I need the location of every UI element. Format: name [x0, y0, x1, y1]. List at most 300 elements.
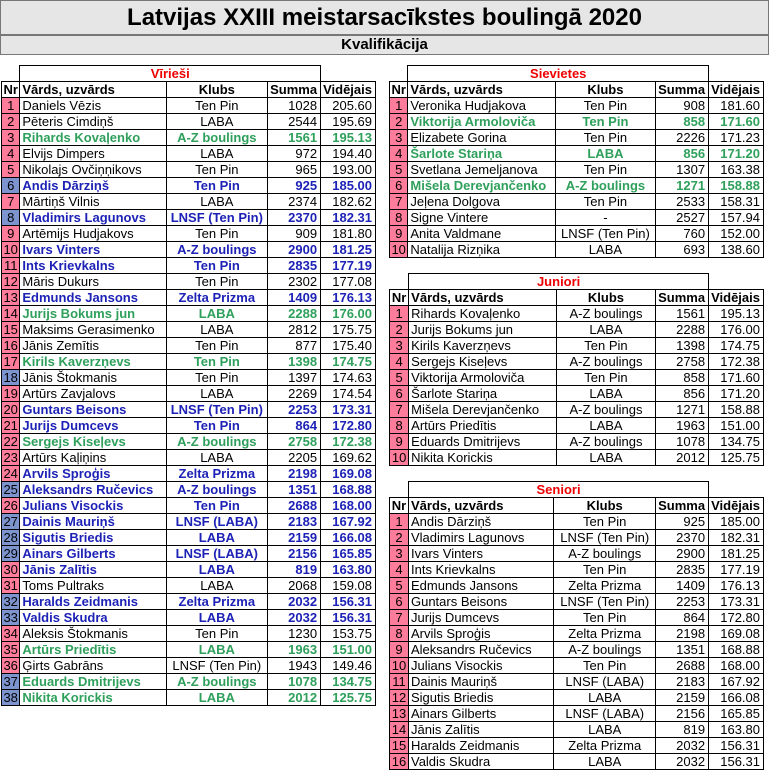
rank-cell: 11 [2, 258, 20, 274]
table-row [2, 434, 376, 450]
rank-cell: 1 [390, 514, 409, 530]
player-name-cell: Sigutis Briedis [408, 690, 553, 706]
player-name-cell: Veronika Hudjakova [408, 98, 555, 114]
rank-cell: 9 [390, 642, 409, 658]
sum-cell: 2544 [268, 114, 321, 130]
club-cell: LABA [555, 146, 655, 162]
rank-cell: 2 [2, 114, 20, 130]
table-row [2, 306, 376, 322]
sum-cell: 2253 [656, 594, 709, 610]
table-row [390, 114, 764, 130]
average-cell: 176.13 [321, 290, 376, 306]
player-name-cell: Jeļena Dolgova [408, 194, 555, 210]
player-name-cell: Ints Krievkalns [20, 258, 166, 274]
sum-cell: 1398 [268, 354, 321, 370]
club-cell: LNSF (Ten Pin) [166, 658, 268, 674]
table-row [2, 642, 376, 658]
player-name-cell: Elizabete Gorina [408, 130, 555, 146]
rank-cell: 10 [390, 450, 409, 466]
player-name-cell: Signe Vintere [408, 210, 555, 226]
average-cell: 195.13 [321, 130, 376, 146]
table-row [390, 658, 764, 674]
sum-cell: 2032 [268, 594, 321, 610]
club-cell: Ten Pin [166, 498, 268, 514]
rank-cell: 6 [390, 178, 408, 194]
average-cell: 153.75 [321, 626, 376, 642]
club-cell: LABA [166, 146, 268, 162]
sum-cell: 2835 [268, 258, 321, 274]
average-cell: 125.75 [321, 690, 376, 706]
sum-cell: 2226 [656, 130, 709, 146]
sum-cell: 2253 [268, 402, 321, 418]
average-cell: 181.25 [709, 546, 764, 562]
average-cell: 158.88 [709, 402, 764, 418]
player-name-cell: Nikolajs Ovčiņņikovs [20, 162, 166, 178]
player-name-cell: Artūrs Priedītis [20, 642, 166, 658]
average-cell: 165.85 [709, 706, 764, 722]
rank-cell: 9 [2, 226, 20, 242]
header-club: Klubs [554, 498, 656, 514]
club-cell: A-Z boulings [554, 642, 656, 658]
average-cell: 163.80 [321, 562, 376, 578]
player-name-cell: Aleksis Štokmanis [20, 626, 166, 642]
header-nr: Nr [390, 290, 409, 306]
average-cell: 185.00 [709, 514, 764, 530]
average-cell: 169.62 [321, 450, 376, 466]
club-cell: Ten Pin [555, 98, 655, 114]
player-name-cell: Julians Visockis [20, 498, 166, 514]
sum-cell: 1398 [656, 338, 709, 354]
player-name-cell: Šarlote Stariņa [408, 146, 555, 162]
sum-cell: 972 [268, 146, 321, 162]
player-name-cell: Eduards Dmitrijevs [409, 434, 557, 450]
sum-cell: 2183 [268, 514, 321, 530]
section-spacer [390, 482, 409, 498]
sum-cell: 2370 [656, 530, 709, 546]
table-row [2, 402, 376, 418]
club-cell: Ten Pin [555, 114, 655, 130]
rank-cell: 4 [2, 146, 20, 162]
table-row [390, 146, 764, 162]
club-cell: LABA [166, 194, 268, 210]
average-cell: 125.75 [709, 450, 764, 466]
header-name: Vārds, uzvārds [409, 290, 557, 306]
rank-cell: 20 [3, 402, 18, 417]
table-row [390, 162, 764, 178]
sum-cell: 1963 [268, 642, 321, 658]
rank-cell: 3 [390, 130, 408, 146]
player-name-cell: Artūrs Kaļiņins [20, 450, 166, 466]
player-name-cell: Haralds Zeidmanis [20, 594, 166, 610]
club-cell: A-Z boulings [556, 434, 655, 450]
table-row [2, 178, 376, 194]
average-cell: 151.00 [321, 642, 376, 658]
club-cell: A-Z boulings [166, 434, 268, 450]
average-cell: 158.31 [709, 194, 764, 210]
player-name-cell: Valdis Skudra [20, 610, 166, 626]
club-cell: LABA [554, 690, 656, 706]
average-cell: 169.08 [321, 466, 376, 482]
player-name-cell: Guntars Beisons [408, 594, 553, 610]
player-name-cell: Julians Visockis [408, 658, 553, 674]
rank-cell: 25 [3, 482, 18, 497]
club-cell: Zelta Prizma [166, 290, 268, 306]
header-nr: Nr [390, 498, 409, 514]
header-row [390, 498, 764, 514]
club-cell: A-Z boulings [166, 242, 268, 258]
rank-cell: 4 [390, 146, 408, 162]
average-cell: 176.13 [709, 578, 764, 594]
sum-cell: 864 [656, 610, 709, 626]
club-cell: A-Z boulings [556, 306, 655, 322]
club-cell: LABA [166, 578, 268, 594]
sum-cell: 2183 [656, 674, 709, 690]
player-name-cell: Ivars Vinters [20, 242, 166, 258]
section-spacer [2, 66, 20, 82]
table-row [390, 754, 764, 770]
rank-cell: 1 [390, 306, 409, 322]
header-row [2, 82, 376, 98]
club-cell: Zelta Prizma [166, 466, 268, 482]
average-cell: 134.75 [709, 434, 764, 450]
table-row [2, 418, 376, 434]
sum-cell: 1271 [656, 178, 709, 194]
average-cell: 167.92 [709, 674, 764, 690]
rank-cell: 14 [390, 722, 409, 738]
club-cell: Ten Pin [166, 370, 268, 386]
sum-cell: 1078 [268, 674, 321, 690]
average-cell: 175.40 [321, 338, 376, 354]
header-avg: Vidējais [321, 82, 376, 98]
player-name-cell: Jānis Zemītis [20, 338, 166, 354]
section-spacer [321, 66, 376, 82]
average-cell: 193.00 [321, 162, 376, 178]
rank-cell: 37 [3, 674, 18, 689]
player-name-cell: Ivars Vinters [408, 546, 553, 562]
average-cell: 194.40 [321, 146, 376, 162]
table-row [390, 386, 764, 402]
club-cell: LABA [166, 114, 268, 130]
sum-cell: 2288 [268, 306, 321, 322]
section-spacer [709, 274, 764, 290]
rank-cell: 3 [2, 130, 20, 146]
average-cell: 177.08 [321, 274, 376, 290]
rank-cell: 15 [390, 738, 409, 754]
header-avg: Vidējais [709, 498, 764, 514]
club-cell: Ten Pin [554, 658, 656, 674]
table-row [390, 514, 764, 530]
sum-cell: 2032 [268, 610, 321, 626]
club-cell: Zelta Prizma [166, 594, 268, 610]
player-name-cell: Mišela Derevjančenko [409, 402, 557, 418]
average-cell: 174.75 [321, 354, 376, 370]
header-club: Klubs [556, 290, 655, 306]
sum-cell: 1397 [268, 370, 321, 386]
sum-cell: 2198 [268, 466, 321, 482]
rank-cell: 35 [3, 642, 18, 657]
club-cell: LABA [556, 418, 655, 434]
section-spacer [709, 66, 764, 82]
table-row [2, 370, 376, 386]
club-cell: LNSF (LABA) [554, 674, 656, 690]
player-name-cell: Andis Dārziņš [20, 178, 166, 194]
club-cell: LABA [166, 306, 268, 322]
sum-cell: 856 [656, 146, 709, 162]
player-name-cell: Svetlana Jemeljanova [408, 162, 555, 178]
rank-cell: 6 [2, 178, 20, 194]
header-row [390, 290, 764, 306]
rank-cell: 31 [3, 578, 18, 593]
rank-cell: 5 [2, 162, 20, 178]
average-cell: 163.38 [709, 162, 764, 178]
header-nr: Nr [3, 82, 18, 97]
player-name-cell: Pēteris Cimdiņš [20, 114, 166, 130]
player-name-cell: Haralds Zeidmanis [408, 738, 553, 754]
rank-cell: 13 [390, 706, 409, 722]
rank-cell: 2 [390, 114, 408, 130]
rank-cell: 34 [3, 626, 18, 641]
table-row [2, 114, 376, 130]
average-cell: 171.23 [709, 130, 764, 146]
average-cell: 166.08 [709, 690, 764, 706]
table-row [390, 194, 764, 210]
table-row [2, 674, 376, 690]
average-cell: 171.60 [709, 114, 764, 130]
sum-cell: 1351 [656, 642, 709, 658]
average-cell: 134.75 [321, 674, 376, 690]
club-cell: - [555, 210, 655, 226]
player-name-cell: Elvijs Dimpers [20, 146, 166, 162]
club-cell: LABA [166, 642, 268, 658]
player-name-cell: Edmunds Jansons [20, 290, 166, 306]
player-name-cell: Ainars Gilberts [408, 706, 553, 722]
sum-cell: 858 [656, 114, 709, 130]
average-cell: 172.38 [321, 434, 376, 450]
club-cell: Ten Pin [166, 178, 268, 194]
header-sum: Summa [656, 290, 709, 306]
club-cell: Ten Pin [556, 338, 655, 354]
header-name: Vārds, uzvārds [408, 82, 555, 98]
player-name-cell: Jānis Zalītis [20, 562, 166, 578]
sum-cell: 877 [268, 338, 321, 354]
club-cell: LABA [554, 754, 656, 770]
player-name-cell: Dainis Mauriņš [408, 674, 553, 690]
table-row [2, 354, 376, 370]
average-cell: 171.20 [709, 386, 764, 402]
average-cell: 171.20 [709, 146, 764, 162]
sum-cell: 1307 [656, 162, 709, 178]
club-cell: LNSF (Ten Pin) [166, 402, 268, 418]
player-name-cell: Valdis Skudra [408, 754, 553, 770]
sum-cell: 925 [656, 514, 709, 530]
player-name-cell: Sergejs Kiseļevs [20, 434, 166, 450]
player-name-cell: Artūrs Zavjalovs [20, 386, 166, 402]
table-row [2, 466, 376, 482]
women-table [389, 65, 764, 258]
club-cell: LNSF (Ten Pin) [554, 594, 656, 610]
club-cell: A-Z boulings [166, 130, 268, 146]
rank-cell: 23 [3, 450, 18, 465]
player-name-cell: Viktorija Armoloviča [409, 370, 557, 386]
sum-cell: 1028 [268, 98, 321, 114]
average-cell: 167.92 [321, 514, 376, 530]
rank-cell: 12 [390, 690, 409, 706]
player-name-cell: Jānis Štokmanis [20, 370, 166, 386]
average-cell: 174.54 [321, 386, 376, 402]
rank-cell: 7 [390, 194, 408, 210]
sum-cell: 2688 [656, 658, 709, 674]
table-row [390, 690, 764, 706]
table-row [390, 130, 764, 146]
table-row [2, 578, 376, 594]
sum-cell: 2068 [268, 578, 321, 594]
rank-cell: 5 [390, 162, 408, 178]
table-row [2, 546, 376, 562]
club-cell: Ten Pin [166, 626, 268, 642]
sum-cell: 2269 [268, 386, 321, 402]
rank-cell: 17 [3, 354, 18, 369]
table-row [390, 242, 764, 258]
rank-cell: 33 [3, 610, 18, 625]
rank-cell: 19 [3, 386, 18, 401]
player-name-cell: Mišela Derevjančenko [408, 178, 555, 194]
sum-cell: 2159 [268, 530, 321, 546]
average-cell: 175.75 [321, 322, 376, 338]
rank-cell: 3 [390, 546, 409, 562]
table-row [2, 514, 376, 530]
rank-cell: 4 [390, 354, 409, 370]
player-name-cell: Kirils Kaverzņevs [20, 354, 166, 370]
rank-cell: 28 [3, 530, 18, 545]
rank-cell: 26 [3, 498, 18, 513]
player-name-cell: Anita Valdmane [408, 226, 555, 242]
sum-cell: 760 [656, 226, 709, 242]
table-row [2, 130, 376, 146]
sum-cell: 858 [656, 370, 709, 386]
sum-cell: 2032 [656, 738, 709, 754]
average-cell: 159.08 [321, 578, 376, 594]
section-spacer [390, 274, 409, 290]
average-cell: 182.62 [321, 194, 376, 210]
sum-cell: 2758 [268, 434, 321, 450]
rank-cell: 16 [3, 338, 18, 353]
table-row [2, 690, 376, 706]
average-cell: 177.19 [709, 562, 764, 578]
table-row [2, 482, 376, 498]
club-cell: Ten Pin [166, 162, 268, 178]
average-cell: 149.46 [321, 658, 376, 674]
rank-cell: 8 [390, 418, 409, 434]
club-cell: Ten Pin [166, 354, 268, 370]
club-cell: A-Z boulings [556, 354, 655, 370]
rank-cell: 2 [390, 530, 409, 546]
header-avg: Vidējais [709, 82, 764, 98]
table-row [390, 338, 764, 354]
average-cell: 176.00 [321, 306, 376, 322]
sum-cell: 2812 [268, 322, 321, 338]
table-row [390, 722, 764, 738]
player-name-cell: Jurijs Dumcevs [408, 610, 553, 626]
table-row [390, 226, 764, 242]
table-row [390, 578, 764, 594]
average-cell: 181.60 [709, 98, 764, 114]
average-cell: 166.08 [321, 530, 376, 546]
player-name-cell: Nikita Korickis [20, 690, 166, 706]
club-cell: Ten Pin [166, 226, 268, 242]
player-name-cell: Mārtiņš Vilnis [20, 194, 166, 210]
club-cell: LABA [166, 322, 268, 338]
sum-cell: 1409 [268, 290, 321, 306]
rank-cell: 14 [3, 306, 18, 321]
sum-cell: 2370 [268, 210, 321, 226]
player-name-cell: Jurijs Dumcevs [20, 418, 166, 434]
average-cell: 163.80 [709, 722, 764, 738]
table-row [390, 322, 764, 338]
sum-cell: 2900 [656, 546, 709, 562]
club-cell: Ten Pin [166, 98, 268, 114]
sum-cell: 965 [268, 162, 321, 178]
average-cell: 172.80 [709, 610, 764, 626]
player-name-cell: Rihards Kovaļenko [20, 130, 166, 146]
rank-cell: 1 [390, 98, 408, 114]
average-cell: 156.31 [709, 738, 764, 754]
section-title: Vīrieši [20, 66, 321, 82]
club-cell: Ten Pin [166, 258, 268, 274]
sum-cell: 2012 [656, 450, 709, 466]
average-cell: 158.88 [709, 178, 764, 194]
sum-cell: 856 [656, 386, 709, 402]
sum-cell: 925 [268, 178, 321, 194]
sum-cell: 2288 [656, 322, 709, 338]
club-cell: LNSF (Ten Pin) [554, 530, 656, 546]
page-title: Latvijas XXIII meistarsacīkstes boulingā 2020 [0, 0, 769, 35]
sum-cell: 2835 [656, 562, 709, 578]
rank-cell: 16 [390, 754, 409, 770]
average-cell: 205.60 [321, 98, 376, 114]
player-name-cell: Jānis Zalītis [408, 722, 553, 738]
club-cell: LNSF (Ten Pin) [555, 226, 655, 242]
sum-cell: 1943 [268, 658, 321, 674]
club-cell: Ten Pin [555, 162, 655, 178]
header-avg: Vidējais [709, 290, 764, 306]
average-cell: 168.88 [321, 482, 376, 498]
average-cell: 182.31 [321, 210, 376, 226]
player-name-cell: Nikita Korickis [409, 450, 557, 466]
average-cell: 151.00 [709, 418, 764, 434]
club-cell: Ten Pin [555, 130, 655, 146]
seniors-table [389, 481, 764, 770]
average-cell: 152.00 [709, 226, 764, 242]
rank-cell: 6 [390, 386, 409, 402]
sum-cell: 819 [268, 562, 321, 578]
table-row [390, 530, 764, 546]
player-name-cell: Guntars Beisons [20, 402, 166, 418]
sum-cell: 2527 [656, 210, 709, 226]
player-name-cell: Arvils Sproģis [408, 626, 553, 642]
player-name-cell: Aleksandrs Ručevics [20, 482, 166, 498]
sum-cell: 2533 [656, 194, 709, 210]
table-row [390, 738, 764, 754]
rank-cell: 3 [390, 338, 409, 354]
table-row [2, 626, 376, 642]
men-table [1, 65, 376, 706]
sum-cell: 2156 [268, 546, 321, 562]
header-club: Klubs [166, 82, 268, 98]
rank-cell: 9 [390, 434, 409, 450]
average-cell: 174.63 [321, 370, 376, 386]
rank-cell: 22 [3, 434, 18, 449]
sum-cell: 693 [656, 242, 709, 258]
